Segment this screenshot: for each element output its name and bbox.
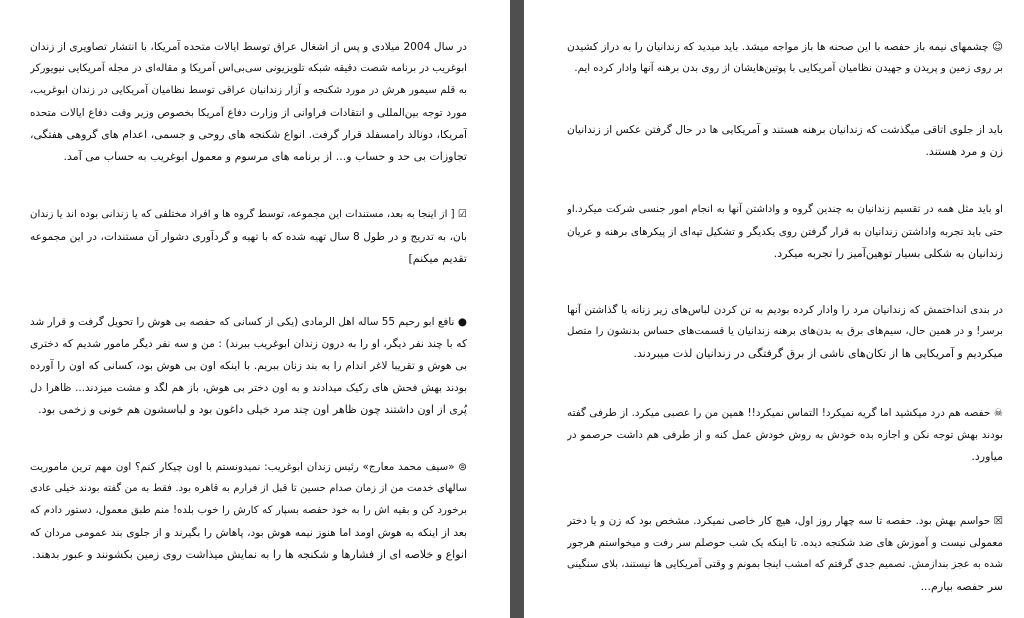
text-line: بعد از اینکه به هوش اومد اما هنوز نیمه هوش بود، پاهاش را بگیرند و از جلوی بند عمومی مردان که	[30, 527, 467, 539]
paragraph-testimony-seif	[30, 456, 467, 566]
text-line: ☑ [ از اینجا به بعد، مستندات این مجموعه، توسط گروه ها و افراد مختلفی که یا زندانی بوده اند یا زندان	[30, 209, 467, 220]
right-page	[524, 0, 1024, 618]
text-line: به قلم سیمور هرش در مورد شکنجه و آزار زندانیان عراقی توسط نظامیان آمریکایی در زندان ابوغریب،	[30, 85, 467, 96]
text-line: بی هوش و تقریبا لاغر اندام را به بند زنان ببریم. با اینکه اون بی هوش بود، کسانی که اون را آورده	[30, 360, 467, 372]
text-line: ابوغریب در برنامه شصت دقیقه شبکه تلویزیونی سی‌بی‌اس آمریکا و مقاله‌ای در مجله آمریکایی نیویورکر	[30, 63, 467, 74]
paragraph-abu-ghraib-intro	[30, 36, 467, 168]
text-line: که با چند نفر دیگر، او را به درون زندان ابوغریب ببرند) : من و سه نفر دیگر مامور شدیم که دختری	[30, 338, 467, 350]
paragraph-sources-note	[30, 204, 467, 270]
text-line: زندانیان به شکلی بسیار توهین‌آمیز را تجربه میکرد.	[773, 247, 1003, 260]
text-line: ☒ حواسم بهش بود. حفصه تا سه چهار روز اول، هیچ کار خاصی نمیکرد. مشخص بود که زن و یا دختر	[567, 515, 1003, 527]
text-line: تقدیم میکنم]	[408, 252, 467, 265]
paragraph	[567, 36, 1003, 80]
text-line: ● نافع ابو رحیم 55 ساله اهل الرمادی (یکی از کسانی که حفصه بی هوش را تحویل گرفت و قرار شد	[30, 316, 467, 328]
text-line: مورد توجه بین‌المللی و انتقادات فراوانی از وزارت دفاع آمریکا بخصوص وزیر وقت دفاع ایالات متحده	[30, 107, 467, 119]
paragraph-testimony-nafe	[30, 311, 467, 421]
text-line: او باید مثل همه در تقسیم زندانیان به چندین گروه و واداشتن آنها به انجام امور جنسی شرکت میکرد.او	[567, 204, 1003, 215]
text-line: زن و مرد هستند.	[925, 145, 1003, 158]
paragraph	[567, 402, 1003, 468]
text-line: حتی باید تجربه واداشتن زندانیان به قرار گرفتن روی یکدیگر و تشکیل تپه‌ای از پیکرهای برهنه و عریان	[567, 226, 1003, 238]
text-line: بر روی زمین و پریدن و جهیدن نظامیان آمریکایی با پوتین‌هایشان از روی بدن برهنه آنها وادار کرده ایم.	[574, 63, 1003, 74]
text-line: میاورد.	[971, 450, 1003, 463]
text-line: بودند بهش فحش های رکیک میدادند و به اون دختر بی هوش، باز هم لگد و مشت میزدند... ظاهرا دل	[30, 382, 467, 394]
text-line: برسر! و در همین حال، سیم‌های برق به بدن‌های برهنه زندانیان یا قسمت‌های حساس بدنشون را متصل	[567, 326, 1003, 337]
text-line: بان، به تدریج و در طول 8 سال تهیه شده که با تهیه و گردآوری دشوار آن مستندات، در این مجموعه	[30, 231, 467, 243]
text-line: پُری از اون داشتند چون ظاهر اون چند مرد خیلی داغون بود و لباسشون هم خونی و زخمی بود.	[38, 403, 467, 416]
paragraph	[567, 299, 1003, 365]
text-line: انواع و خلاصه ای از فشارها و شکنجه ها را به نمایش میذاشت روی زمین بکشونند و عبور بدهند.	[32, 548, 467, 561]
text-line: ☺ چشمهای نیمه باز حفصه با این صحنه ها باز مواجه میشد. باید میدید که زندانیان را به دراز کشیدن	[567, 41, 1003, 53]
paragraph	[567, 199, 1003, 265]
paragraph	[567, 119, 1003, 163]
text-line: سالهای خدمت من از زمان صدام حسین تا قبل از فرارم به قاهره بود. فقط به من گفته بودند خیلی عادی	[30, 483, 467, 494]
text-line: آمریکا، دونالد رامسفلد قرار گرفت. انواع شکنجه های روحی و جسمی، اعدام های گروهی هفتگی،	[30, 128, 467, 141]
text-line: سر حفصه بیارم...	[920, 580, 1003, 593]
text-line: شده به عجز بندازمش. تصمیم جدی گرفتم که امشب اینجا بمونم و وقتی آمریکایی ها نیستند، بلای سنگینی	[567, 559, 1003, 570]
text-line: بودند بهش توجه نکن و اجازه بده خودش به روش خودش عمل کنه و از طرفی هم داشت حرصمو در	[567, 429, 1003, 441]
text-line: در بندی انداختمش که زندانیان مرد را وادار کرده بودیم به تن کردن لباس‌های زیر زنانه یا گذاشتن آنها	[567, 304, 1003, 316]
text-line: معمولی نیست و آموزش های ضد شکنجه دیده. تا اینکه یک شب حوصلم سر رفت و میخواستم هرجور	[567, 537, 1003, 549]
left-page	[0, 0, 510, 618]
text-line: برخورد کن و بقیه اش را به خود حفصه بسپار که کارش را خوب بلده! منم طبق معمول، دستور دادم که	[30, 505, 467, 516]
text-line: باید از جلوی اتاقی میگذشت که زندانیان برهنه هستند و آمریکایی ها در حال گرفتن عکس از زندانیان	[567, 124, 1003, 136]
paragraph	[567, 510, 1003, 598]
text-line: ☠ حفصه هم درد میکشید اما گریه نمیکرد! التماس نمیکرد!! همین من را عصبی میکرد. از طرفی گفته	[567, 407, 1003, 419]
text-line: در سال 2004 میلادی و پس از اشغال عراق توسط ایالات متحده آمریکا، با انتشار تصاویری از زندان	[30, 41, 467, 53]
text-line: ⊜ «سیف محمد معارج» رئیس زندان ابوغریب: نمیدونستم با اون چیکار کنم؟ اون مهم ترین ماموریت	[30, 461, 467, 473]
page-gutter	[510, 0, 524, 618]
text-line: تجاوزات بی حد و حساب و... از برنامه های مرسوم و معمول ابوغریب به حساب می آمد.	[63, 150, 467, 163]
text-line: میکردیم و آمریکایی ها از تکان‌های ناشی از برق گرفتگی در زندانیان لذت میبردند.	[633, 347, 1003, 360]
